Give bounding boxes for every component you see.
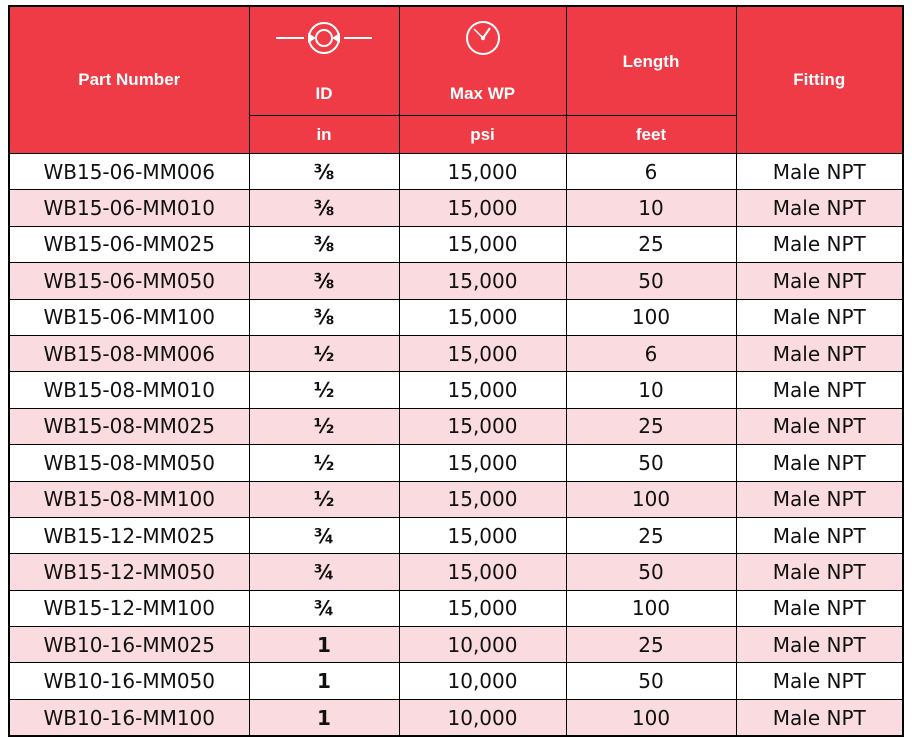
length-cell: 6 bbox=[566, 335, 736, 371]
fitting-cell: Male NPT bbox=[736, 699, 903, 736]
part-number-cell: WB15-06-MM025 bbox=[9, 226, 249, 262]
id-cell: ½ bbox=[249, 372, 399, 408]
part-number-cell: WB15-08-MM025 bbox=[9, 408, 249, 444]
hose-diameter-icon bbox=[250, 19, 399, 57]
fitting-cell: Male NPT bbox=[736, 517, 903, 553]
table-row bbox=[9, 517, 903, 553]
table-header bbox=[9, 6, 903, 154]
part-number-cell: WB15-12-MM025 bbox=[9, 517, 249, 553]
id-cell: ½ bbox=[249, 481, 399, 517]
max-wp-cell: 10,000 bbox=[399, 699, 566, 736]
col-header-length bbox=[566, 6, 736, 116]
length-cell: 100 bbox=[566, 590, 736, 626]
fitting-cell: Male NPT bbox=[736, 190, 903, 226]
col-header-id bbox=[249, 6, 399, 116]
length-cell: 100 bbox=[566, 299, 736, 335]
max-wp-cell: 15,000 bbox=[399, 517, 566, 553]
col-header-fitting bbox=[736, 6, 903, 154]
max-wp-cell: 15,000 bbox=[399, 263, 566, 299]
length-cell: 100 bbox=[566, 699, 736, 736]
fitting-cell: Male NPT bbox=[736, 154, 903, 190]
table-row bbox=[9, 445, 903, 481]
fitting-label: Fitting bbox=[793, 70, 846, 89]
length-cell: 25 bbox=[566, 226, 736, 262]
part-number-cell: WB15-06-MM010 bbox=[9, 190, 249, 226]
part-number-cell: WB15-12-MM100 bbox=[9, 590, 249, 626]
fitting-cell: Male NPT bbox=[736, 627, 903, 663]
max-wp-cell: 15,000 bbox=[399, 408, 566, 444]
part-number-cell: WB15-06-MM006 bbox=[9, 154, 249, 190]
length-cell: 50 bbox=[566, 445, 736, 481]
fitting-cell: Male NPT bbox=[736, 590, 903, 626]
part-number-cell: WB15-08-MM100 bbox=[9, 481, 249, 517]
max-wp-cell: 15,000 bbox=[399, 226, 566, 262]
part-number-cell: WB15-12-MM050 bbox=[9, 554, 249, 590]
table-row bbox=[9, 699, 903, 736]
table-row bbox=[9, 481, 903, 517]
col-header-max-wp bbox=[399, 6, 566, 116]
part-number-cell: WB15-08-MM006 bbox=[9, 335, 249, 371]
max-wp-cell: 15,000 bbox=[399, 445, 566, 481]
max-wp-cell: 10,000 bbox=[399, 663, 566, 699]
max-wp-cell: 15,000 bbox=[399, 154, 566, 190]
id-cell: ¾ bbox=[249, 517, 399, 553]
fitting-cell: Male NPT bbox=[736, 335, 903, 371]
part-number-cell: WB15-08-MM050 bbox=[9, 445, 249, 481]
max-wp-cell: 15,000 bbox=[399, 372, 566, 408]
id-cell: ⅜ bbox=[249, 299, 399, 335]
id-cell: ⅜ bbox=[249, 154, 399, 190]
col-header-part-number bbox=[9, 6, 249, 154]
table-row bbox=[9, 263, 903, 299]
id-cell: 1 bbox=[249, 627, 399, 663]
max-wp-cell: 15,000 bbox=[399, 481, 566, 517]
length-cell: 25 bbox=[566, 517, 736, 553]
id-label: ID bbox=[315, 84, 333, 103]
table-row bbox=[9, 226, 903, 262]
length-cell: 50 bbox=[566, 263, 736, 299]
fitting-cell: Male NPT bbox=[736, 263, 903, 299]
table-row bbox=[9, 190, 903, 226]
length-cell: 6 bbox=[566, 154, 736, 190]
table-row bbox=[9, 372, 903, 408]
id-cell: ⅜ bbox=[249, 226, 399, 262]
part-number-cell: WB10-16-MM050 bbox=[9, 663, 249, 699]
length-cell: 50 bbox=[566, 663, 736, 699]
fitting-cell: Male NPT bbox=[736, 299, 903, 335]
unit-length: feet bbox=[566, 116, 736, 154]
id-cell: ⅜ bbox=[249, 263, 399, 299]
max-wp-cell: 15,000 bbox=[399, 554, 566, 590]
id-cell: ¾ bbox=[249, 554, 399, 590]
length-cell: 100 bbox=[566, 481, 736, 517]
part-number-cell: WB10-16-MM025 bbox=[9, 627, 249, 663]
unit-max-wp: psi bbox=[399, 116, 566, 154]
id-cell: ½ bbox=[249, 408, 399, 444]
id-cell: ⅜ bbox=[249, 190, 399, 226]
table-row bbox=[9, 627, 903, 663]
table-row bbox=[9, 663, 903, 699]
id-cell: ½ bbox=[249, 335, 399, 371]
part-number-cell: WB15-08-MM010 bbox=[9, 372, 249, 408]
length-cell: 25 bbox=[566, 408, 736, 444]
fitting-cell: Male NPT bbox=[736, 226, 903, 262]
fitting-cell: Male NPT bbox=[736, 445, 903, 481]
length-cell: 50 bbox=[566, 554, 736, 590]
max-wp-cell: 10,000 bbox=[399, 627, 566, 663]
max-wp-cell: 15,000 bbox=[399, 335, 566, 371]
table-row bbox=[9, 154, 903, 190]
length-cell: 25 bbox=[566, 627, 736, 663]
table-row bbox=[9, 554, 903, 590]
unit-id: in bbox=[249, 116, 399, 154]
id-cell: 1 bbox=[249, 663, 399, 699]
part-number-cell: WB15-06-MM100 bbox=[9, 299, 249, 335]
fitting-cell: Male NPT bbox=[736, 481, 903, 517]
length-cell: 10 bbox=[566, 190, 736, 226]
part-number-cell: WB10-16-MM100 bbox=[9, 699, 249, 736]
part-number-label: Part Number bbox=[78, 70, 181, 89]
fitting-cell: Male NPT bbox=[736, 408, 903, 444]
spec-table-container bbox=[8, 5, 902, 731]
max-wp-cell: 15,000 bbox=[399, 590, 566, 626]
fitting-cell: Male NPT bbox=[736, 554, 903, 590]
table-row bbox=[9, 335, 903, 371]
fitting-cell: Male NPT bbox=[736, 372, 903, 408]
part-number-cell: WB15-06-MM050 bbox=[9, 263, 249, 299]
length-cell: 10 bbox=[566, 372, 736, 408]
id-cell: 1 bbox=[249, 699, 399, 736]
max-wp-cell: 15,000 bbox=[399, 190, 566, 226]
hose-spec-table bbox=[8, 5, 904, 737]
table-row bbox=[9, 408, 903, 444]
pressure-gauge-icon bbox=[400, 19, 566, 57]
table-body bbox=[9, 154, 903, 737]
id-cell: ½ bbox=[249, 445, 399, 481]
id-cell: ¾ bbox=[249, 590, 399, 626]
max-wp-label: Max WP bbox=[449, 84, 516, 103]
table-row bbox=[9, 590, 903, 626]
table-row bbox=[9, 299, 903, 335]
length-label: Length bbox=[622, 52, 680, 71]
max-wp-cell: 15,000 bbox=[399, 299, 566, 335]
fitting-cell: Male NPT bbox=[736, 663, 903, 699]
